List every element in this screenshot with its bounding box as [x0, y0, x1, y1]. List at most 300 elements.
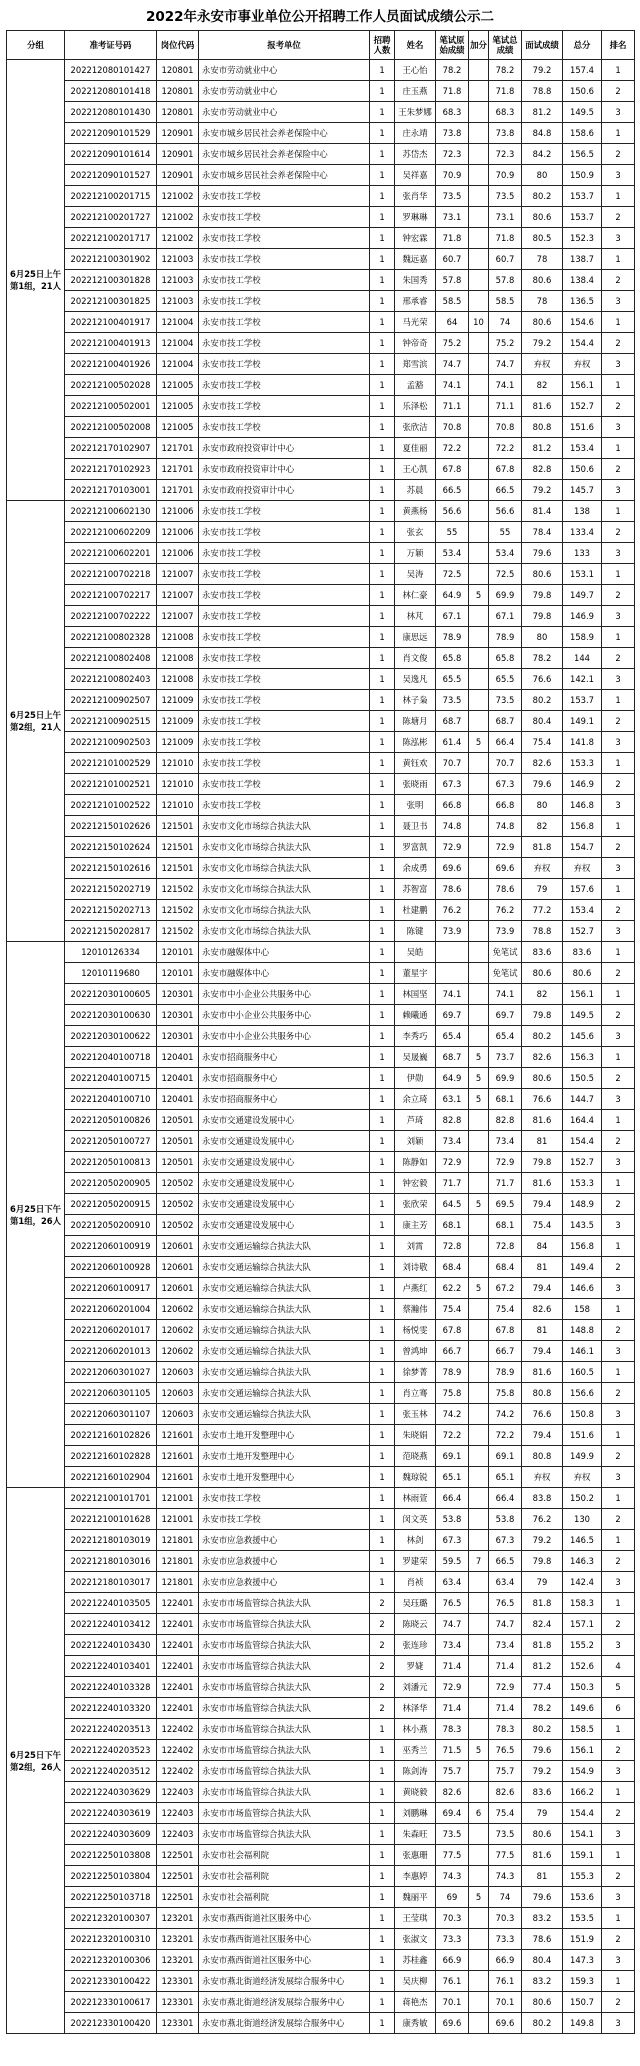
rank-cell: 3 [602, 1572, 635, 1593]
interview-cell: 80 [522, 627, 563, 648]
rank-cell: 1 [602, 1593, 635, 1614]
interview-cell: 79.6 [522, 1740, 563, 1761]
written-total-cell: 70.3 [489, 1908, 522, 1929]
total-cell: 156.6 [563, 1383, 602, 1404]
quota-cell: 1 [370, 270, 395, 291]
written-raw-cell: 72.9 [436, 1677, 469, 1698]
total-cell: 146.1 [563, 1341, 602, 1362]
name-cell: 林雨萱 [395, 1488, 436, 1509]
unit-cell: 永安市技工学校 [199, 186, 370, 207]
rank-cell: 3 [602, 1467, 635, 1488]
table-row [7, 879, 635, 900]
rank-cell: 1 [602, 1488, 635, 1509]
interview-cell: 77.4 [522, 1677, 563, 1698]
name-cell: 孟豁 [395, 375, 436, 396]
unit-cell: 永安市社会福利院 [199, 1845, 370, 1866]
exam-number-cell: 202212320100307 [65, 1908, 157, 1929]
table-row [7, 1824, 635, 1845]
unit-cell: 永安市燕西街道社区服务中心 [199, 1929, 370, 1950]
unit-cell: 永安市交通运输综合执法大队 [199, 1341, 370, 1362]
exam-number-cell: 12010126334 [65, 942, 157, 963]
written-total-cell: 82.8 [489, 1110, 522, 1131]
unit-cell: 永安市技工学校 [199, 228, 370, 249]
table-row [7, 354, 635, 375]
post-code-cell: 123201 [157, 1908, 199, 1929]
unit-cell: 永安市市场监管综合执法大队 [199, 1635, 370, 1656]
written-total-cell: 69.5 [489, 1194, 522, 1215]
bonus-cell [469, 438, 489, 459]
table-row [7, 102, 635, 123]
table-row [7, 1761, 635, 1782]
quota-cell: 1 [370, 1803, 395, 1824]
post-code-cell: 121008 [157, 648, 199, 669]
post-code-cell: 121010 [157, 774, 199, 795]
exam-number-cell: 202212100401926 [65, 354, 157, 375]
quota-cell: 1 [370, 921, 395, 942]
table-row [7, 1425, 635, 1446]
exam-number-cell: 202212050200905 [65, 1173, 157, 1194]
total-cell: 152.3 [563, 228, 602, 249]
quota-cell: 1 [370, 564, 395, 585]
quota-cell: 1 [370, 753, 395, 774]
post-code-cell: 121004 [157, 354, 199, 375]
quota-cell: 1 [370, 1929, 395, 1950]
interview-cell: 78.8 [522, 921, 563, 942]
rank-cell: 3 [602, 858, 635, 879]
interview-cell: 80.6 [522, 1068, 563, 1089]
rank-cell: 1 [602, 312, 635, 333]
table-row [7, 1950, 635, 1971]
unit-cell: 永安市招商服务中心 [199, 1089, 370, 1110]
unit-cell: 永安市市场监管综合执法大队 [199, 1782, 370, 1803]
exam-number-cell: 202212330100420 [65, 2013, 157, 2034]
interview-cell: 81.4 [522, 501, 563, 522]
written-total-cell: 73.8 [489, 123, 522, 144]
name-cell: 蔡瀚伟 [395, 1299, 436, 1320]
post-code-cell: 120601 [157, 1278, 199, 1299]
header-written-raw: 笔试原始成绩 [436, 31, 469, 60]
written-total-cell: 73.4 [489, 1131, 522, 1152]
rank-cell: 1 [602, 1782, 635, 1803]
name-cell: 张玄 [395, 522, 436, 543]
written-total-cell: 74.2 [489, 1404, 522, 1425]
interview-cell: 79.4 [522, 1425, 563, 1446]
written-total-cell: 72.5 [489, 564, 522, 585]
quota-cell: 1 [370, 1740, 395, 1761]
interview-cell: 75.4 [522, 1215, 563, 1236]
exam-number-cell: 202212150102626 [65, 816, 157, 837]
table-row [7, 816, 635, 837]
quota-cell: 1 [370, 585, 395, 606]
written-total-cell: 73.5 [489, 1824, 522, 1845]
quota-cell: 1 [370, 1236, 395, 1257]
written-total-cell: 66.4 [489, 1488, 522, 1509]
bonus-cell [469, 1488, 489, 1509]
total-cell: 153.3 [563, 1173, 602, 1194]
rank-cell: 2 [602, 963, 635, 984]
post-code-cell: 120501 [157, 1131, 199, 1152]
total-cell: 154.7 [563, 837, 602, 858]
bonus-cell: 5 [469, 1068, 489, 1089]
exam-number-cell: 202212060201004 [65, 1299, 157, 1320]
post-code-cell: 120301 [157, 1005, 199, 1026]
rank-cell: 3 [602, 291, 635, 312]
written-raw-cell: 69.7 [436, 1005, 469, 1026]
total-cell: 156.1 [563, 375, 602, 396]
unit-cell: 永安市社会福利院 [199, 1866, 370, 1887]
exam-number-cell: 202212160102904 [65, 1467, 157, 1488]
total-cell: 136.5 [563, 291, 602, 312]
interview-cell: 80.8 [522, 1446, 563, 1467]
bonus-cell [469, 291, 489, 312]
table-row [7, 1803, 635, 1824]
written-raw-cell: 71.8 [436, 228, 469, 249]
name-cell: 魏远嘉 [395, 249, 436, 270]
written-total-cell: 66.7 [489, 1341, 522, 1362]
unit-cell: 永安市文化市场综合执法大队 [199, 900, 370, 921]
exam-number-cell: 202212040100718 [65, 1047, 157, 1068]
total-cell: 154.9 [563, 1761, 602, 1782]
unit-cell: 永安市市场监管综合执法大队 [199, 1614, 370, 1635]
written-total-cell: 63.4 [489, 1572, 522, 1593]
total-cell: 156.3 [563, 1047, 602, 1068]
interview-cell: 80.2 [522, 2013, 563, 2034]
written-raw-cell: 70.7 [436, 753, 469, 774]
name-cell: 康思远 [395, 627, 436, 648]
unit-cell: 永安市城乡居民社会养老保险中心 [199, 144, 370, 165]
written-raw-cell [436, 963, 469, 984]
rank-cell: 3 [602, 1404, 635, 1425]
table-row [7, 1887, 635, 1908]
exam-number-cell: 202212250103804 [65, 1866, 157, 1887]
written-total-cell: 72.2 [489, 1425, 522, 1446]
post-code-cell: 120901 [157, 144, 199, 165]
rank-cell: 3 [602, 669, 635, 690]
quota-cell: 1 [370, 312, 395, 333]
interview-cell: 81.6 [522, 1362, 563, 1383]
quota-cell: 1 [370, 1320, 395, 1341]
unit-cell: 永安市技工学校 [199, 396, 370, 417]
exam-number-cell: 202212050200910 [65, 1215, 157, 1236]
bonus-cell [469, 417, 489, 438]
quota-cell: 1 [370, 1845, 395, 1866]
table-row [7, 1089, 635, 1110]
written-raw-cell: 72.2 [436, 438, 469, 459]
post-code-cell: 122401 [157, 1698, 199, 1719]
exam-number-cell: 202212150102624 [65, 837, 157, 858]
total-cell: 158.9 [563, 627, 602, 648]
bonus-cell [469, 627, 489, 648]
post-code-cell: 120603 [157, 1404, 199, 1425]
rank-cell: 2 [602, 837, 635, 858]
total-cell: 166.2 [563, 1782, 602, 1803]
exam-number-cell: 202212240203512 [65, 1761, 157, 1782]
name-cell: 杨悦雯 [395, 1320, 436, 1341]
written-raw-cell: 71.4 [436, 1698, 469, 1719]
name-cell: 卢燕红 [395, 1278, 436, 1299]
name-cell: 陈塘月 [395, 711, 436, 732]
written-raw-cell: 68.7 [436, 1047, 469, 1068]
total-cell: 148.9 [563, 1194, 602, 1215]
header-rank: 排名 [602, 31, 635, 60]
exam-number-cell: 202212100602130 [65, 501, 157, 522]
exam-number-cell: 202212080101427 [65, 60, 157, 81]
rank-cell: 2 [602, 81, 635, 102]
total-cell: 146.9 [563, 606, 602, 627]
bonus-cell [469, 1509, 489, 1530]
name-cell: 黄钰欢 [395, 753, 436, 774]
written-raw-cell: 63.1 [436, 1089, 469, 1110]
name-cell: 王心怡 [395, 60, 436, 81]
rank-cell: 2 [602, 1068, 635, 1089]
bonus-cell [469, 1362, 489, 1383]
written-raw-cell: 55 [436, 522, 469, 543]
written-raw-cell: 74.7 [436, 1614, 469, 1635]
bonus-cell [469, 1215, 489, 1236]
bonus-cell [469, 1383, 489, 1404]
bonus-cell [469, 60, 489, 81]
total-cell: 155.2 [563, 1635, 602, 1656]
post-code-cell: 120401 [157, 1047, 199, 1068]
interview-cell: 81.8 [522, 837, 563, 858]
rank-cell: 3 [602, 1761, 635, 1782]
unit-cell: 永安市土地开发整理中心 [199, 1467, 370, 1488]
interview-cell: 81.6 [522, 1173, 563, 1194]
total-cell: 149.6 [563, 1698, 602, 1719]
quota-cell: 1 [370, 606, 395, 627]
bonus-cell [469, 1467, 489, 1488]
post-code-cell: 121801 [157, 1572, 199, 1593]
total-cell: 150.6 [563, 459, 602, 480]
table-row [7, 858, 635, 879]
written-raw-cell: 71.4 [436, 1656, 469, 1677]
written-total-cell: 68.4 [489, 1257, 522, 1278]
written-raw-cell: 71.8 [436, 81, 469, 102]
rank-cell: 2 [602, 1509, 635, 1530]
written-raw-cell: 74.8 [436, 816, 469, 837]
written-total-cell: 71.7 [489, 1173, 522, 1194]
bonus-cell [469, 921, 489, 942]
quota-cell: 1 [370, 1551, 395, 1572]
rank-cell: 2 [602, 648, 635, 669]
bonus-cell: 5 [469, 1047, 489, 1068]
written-raw-cell: 72.9 [436, 837, 469, 858]
exam-number-cell: 202212100702218 [65, 564, 157, 585]
post-code-cell: 122501 [157, 1866, 199, 1887]
exam-number-cell: 202212100201727 [65, 207, 157, 228]
rank-cell: 1 [602, 879, 635, 900]
post-code-cell: 121002 [157, 228, 199, 249]
written-total-cell: 66.8 [489, 795, 522, 816]
written-total-cell: 75.7 [489, 1761, 522, 1782]
unit-cell: 永安市技工学校 [199, 1488, 370, 1509]
written-raw-cell: 75.7 [436, 1761, 469, 1782]
bonus-cell [469, 1530, 489, 1551]
written-total-cell: 56.6 [489, 501, 522, 522]
written-raw-cell: 74.1 [436, 984, 469, 1005]
quota-cell: 1 [370, 837, 395, 858]
exam-number-cell: 202212100301902 [65, 249, 157, 270]
quota-cell: 1 [370, 1950, 395, 1971]
written-total-cell: 76.2 [489, 900, 522, 921]
unit-cell: 永安市技工学校 [199, 585, 370, 606]
total-cell: 133.4 [563, 522, 602, 543]
post-code-cell: 121006 [157, 501, 199, 522]
written-total-cell: 67.8 [489, 459, 522, 480]
interview-cell: 77.2 [522, 900, 563, 921]
written-raw-cell: 78.9 [436, 627, 469, 648]
name-cell: 康秀敏 [395, 2013, 436, 2034]
quota-cell: 2 [370, 1593, 395, 1614]
bonus-cell [469, 669, 489, 690]
total-cell: 152.7 [563, 1152, 602, 1173]
interview-cell: 79.4 [522, 1194, 563, 1215]
quota-cell: 1 [370, 1299, 395, 1320]
exam-number-cell: 202212100502008 [65, 417, 157, 438]
written-total-cell: 69.7 [489, 1005, 522, 1026]
exam-number-cell: 202212030100605 [65, 984, 157, 1005]
name-cell: 庄永靖 [395, 123, 436, 144]
bonus-cell [469, 1866, 489, 1887]
written-raw-cell: 69.6 [436, 858, 469, 879]
total-cell: 141.8 [563, 732, 602, 753]
name-cell: 吴皓 [395, 942, 436, 963]
unit-cell: 永安市劳动就业中心 [199, 81, 370, 102]
quota-cell: 1 [370, 1047, 395, 1068]
unit-cell: 永安市技工学校 [199, 648, 370, 669]
exam-number-cell: 202212100401917 [65, 312, 157, 333]
name-cell: 林仁豪 [395, 585, 436, 606]
table-row [7, 1341, 635, 1362]
exam-number-cell: 202212180103017 [65, 1572, 157, 1593]
quota-cell: 1 [370, 963, 395, 984]
bonus-cell [469, 795, 489, 816]
total-cell: 157.1 [563, 1614, 602, 1635]
name-cell: 郑雪滨 [395, 354, 436, 375]
unit-cell: 永安市市场监管综合执法大队 [199, 1593, 370, 1614]
quota-cell: 2 [370, 1614, 395, 1635]
header-total: 总分 [563, 31, 602, 60]
bonus-cell [469, 837, 489, 858]
written-raw-cell: 74.3 [436, 1866, 469, 1887]
rank-cell: 3 [602, 1341, 635, 1362]
interview-cell: 84 [522, 1236, 563, 1257]
name-cell: 苏晨 [395, 480, 436, 501]
bonus-cell [469, 354, 489, 375]
quota-cell: 1 [370, 1971, 395, 1992]
table-row [7, 1236, 635, 1257]
score-table [6, 30, 635, 2034]
exam-number-cell: 202212240103328 [65, 1677, 157, 1698]
name-cell: 张玉林 [395, 1404, 436, 1425]
rank-cell: 3 [602, 1887, 635, 1908]
interview-cell: 79.6 [522, 774, 563, 795]
table-row [7, 774, 635, 795]
quota-cell: 1 [370, 438, 395, 459]
name-cell: 吴庆柳 [395, 1971, 436, 1992]
total-cell: 153.3 [563, 753, 602, 774]
name-cell: 魏丽平 [395, 1887, 436, 1908]
post-code-cell: 123301 [157, 1971, 199, 1992]
written-raw-cell: 64.5 [436, 1194, 469, 1215]
bonus-cell [469, 375, 489, 396]
name-cell: 刘潘元 [395, 1677, 436, 1698]
rank-cell: 3 [602, 1278, 635, 1299]
interview-cell: 78.2 [522, 648, 563, 669]
quota-cell: 1 [370, 1215, 395, 1236]
table-row [7, 1026, 635, 1047]
interview-cell: 79.4 [522, 1278, 563, 1299]
name-cell: 林子枭 [395, 690, 436, 711]
table-row [7, 669, 635, 690]
written-total-cell: 71.8 [489, 228, 522, 249]
rank-cell: 1 [602, 816, 635, 837]
rank-cell: 3 [602, 228, 635, 249]
total-cell: 159.3 [563, 1971, 602, 1992]
rank-cell: 1 [602, 1971, 635, 1992]
table-row [7, 1068, 635, 1089]
post-code-cell: 121006 [157, 522, 199, 543]
written-total-cell: 74.3 [489, 1866, 522, 1887]
post-code-cell: 120502 [157, 1173, 199, 1194]
post-code-cell: 122401 [157, 1614, 199, 1635]
written-total-cell: 57.8 [489, 270, 522, 291]
written-raw-cell: 66.9 [436, 1950, 469, 1971]
quota-cell: 1 [370, 900, 395, 921]
post-code-cell: 121002 [157, 207, 199, 228]
interview-cell: 76.6 [522, 1089, 563, 1110]
name-cell: 张淑文 [395, 1929, 436, 1950]
unit-cell: 永安市交通运输综合执法大队 [199, 1278, 370, 1299]
rank-cell: 1 [602, 564, 635, 585]
rank-cell: 2 [602, 1383, 635, 1404]
total-cell: 149.5 [563, 1005, 602, 1026]
exam-number-cell: 202212240303609 [65, 1824, 157, 1845]
quota-cell: 1 [370, 543, 395, 564]
interview-cell: 79.6 [522, 1887, 563, 1908]
interview-cell: 80.6 [522, 1824, 563, 1845]
total-cell: 153.5 [563, 1908, 602, 1929]
interview-cell: 80.2 [522, 690, 563, 711]
quota-cell: 1 [370, 795, 395, 816]
written-raw-cell: 61.4 [436, 732, 469, 753]
unit-cell: 永安市交通建设发展中心 [199, 1215, 370, 1236]
written-raw-cell [436, 942, 469, 963]
exam-number-cell: 202212060301105 [65, 1383, 157, 1404]
table-row [7, 1404, 635, 1425]
rank-cell: 3 [602, 102, 635, 123]
post-code-cell: 120603 [157, 1362, 199, 1383]
written-raw-cell: 60.7 [436, 249, 469, 270]
interview-cell: 80.4 [522, 1950, 563, 1971]
name-cell: 徐梦菁 [395, 1362, 436, 1383]
total-cell: 150.7 [563, 1992, 602, 2013]
name-cell: 黄燕杨 [395, 501, 436, 522]
name-cell: 朱森旺 [395, 1824, 436, 1845]
bonus-cell: 5 [469, 1194, 489, 1215]
rank-cell: 1 [602, 249, 635, 270]
written-raw-cell: 74.7 [436, 354, 469, 375]
quota-cell: 1 [370, 1509, 395, 1530]
post-code-cell: 121001 [157, 1509, 199, 1530]
exam-number-cell: 202212080101418 [65, 81, 157, 102]
written-raw-cell: 75.4 [436, 1299, 469, 1320]
name-cell: 吴涛 [395, 564, 436, 585]
bonus-cell [469, 858, 489, 879]
table-row [7, 1698, 635, 1719]
total-cell: 154.6 [563, 312, 602, 333]
interview-cell: 81.6 [522, 1110, 563, 1131]
